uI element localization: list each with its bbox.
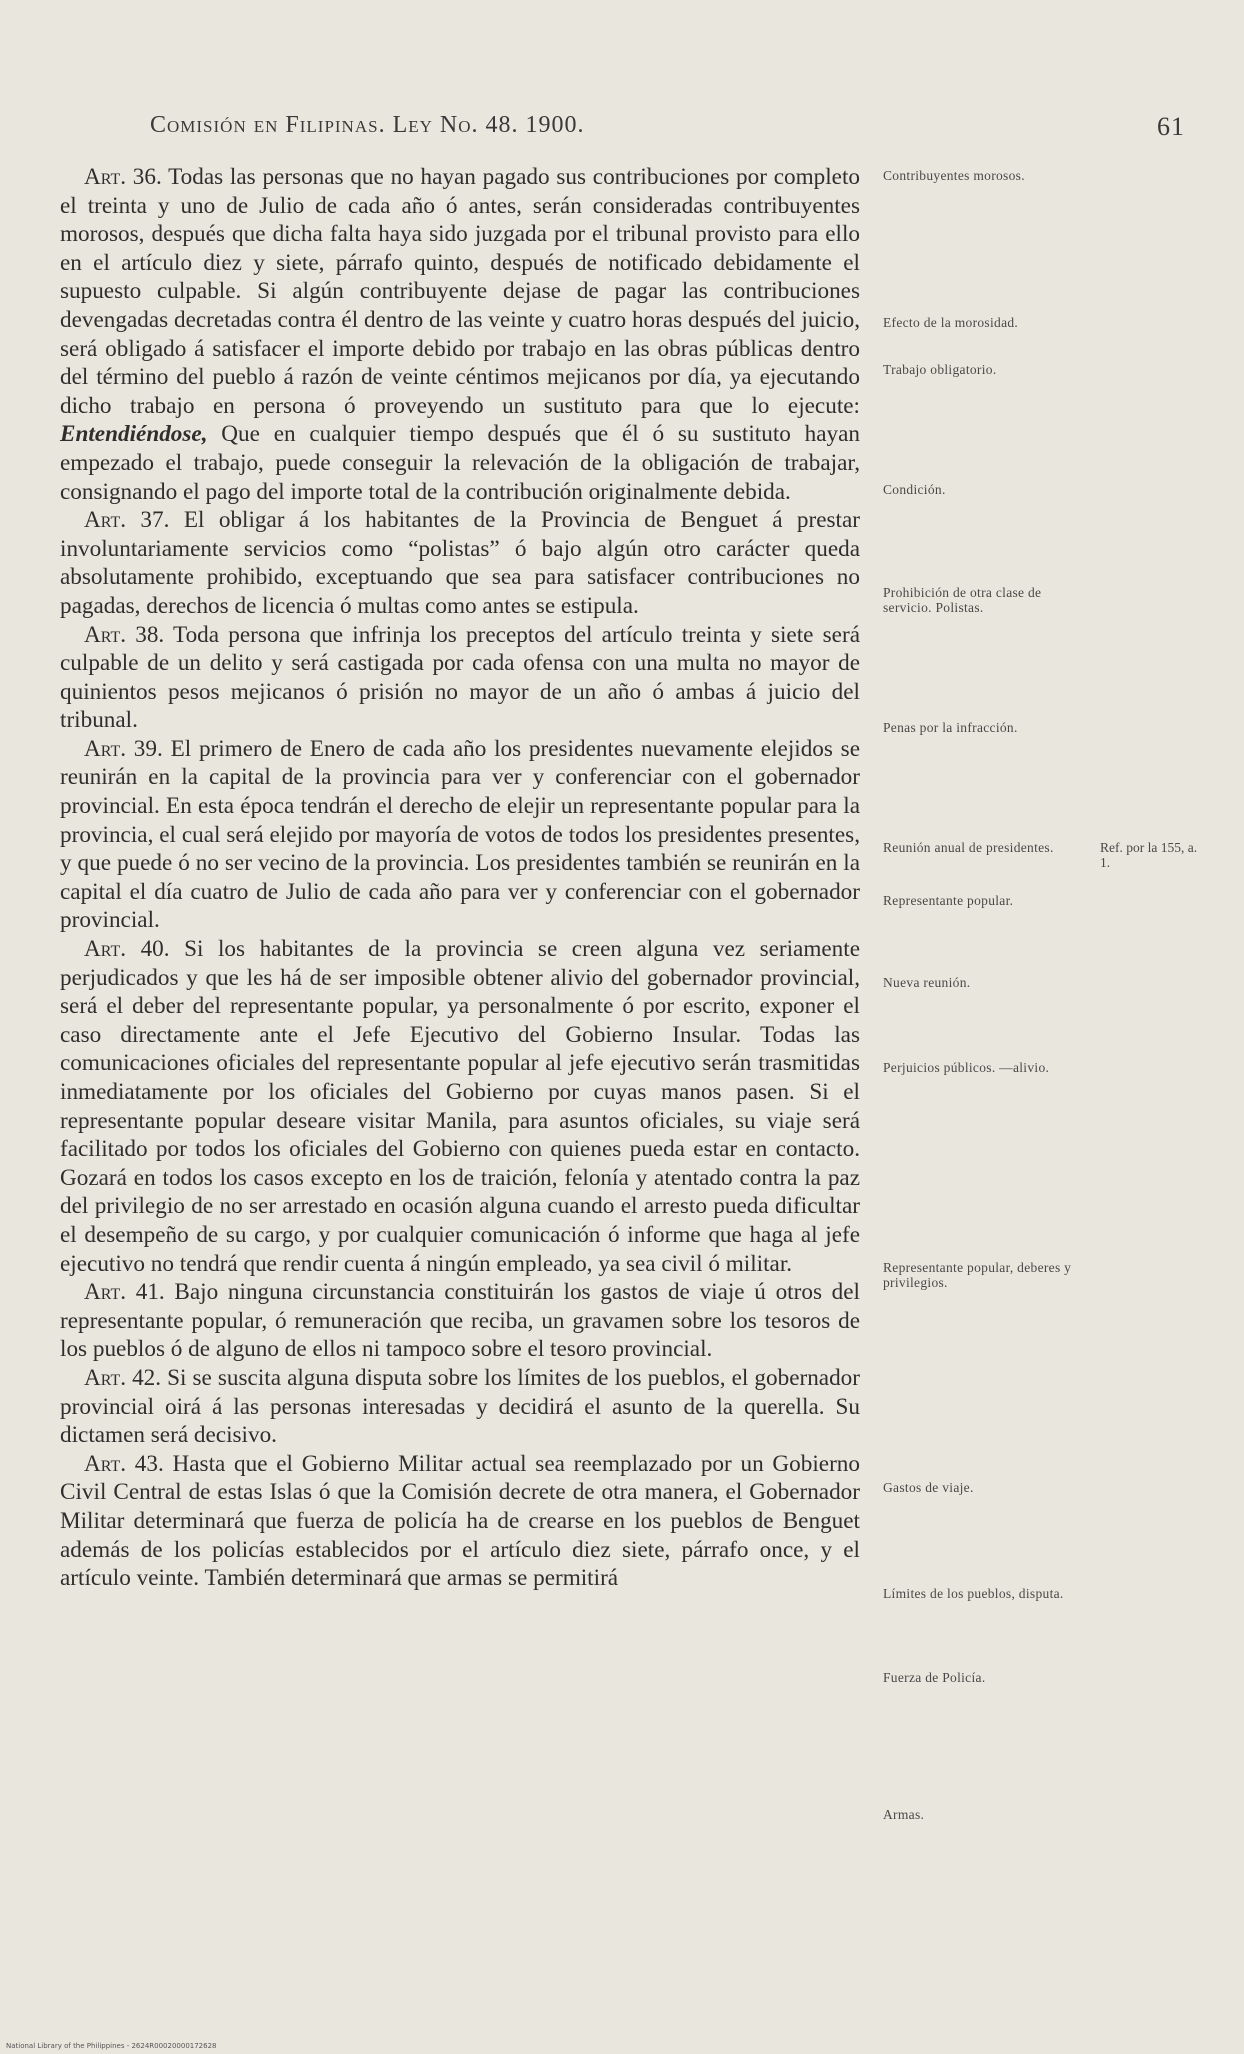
marginal-note: Penas por la infracción.: [883, 720, 1018, 735]
article-label: Art. 43.: [84, 1450, 164, 1477]
article-label: Art. 41.: [84, 1279, 165, 1306]
marginal-note: Reunión anual de presidentes.: [883, 840, 1054, 855]
marginal-note: Gastos de viaje.: [883, 1480, 974, 1495]
article-label: Art. 36.: [84, 164, 162, 190]
page-number: 61: [1157, 112, 1185, 141]
marginal-note: Representante popular, deberes y privilegios.: [883, 1260, 1072, 1290]
marginal-note: Perjuicios públicos. —alivio.: [883, 1060, 1050, 1075]
scan-footer: National Library of the Philippines - 2624R00020000172628: [6, 2042, 217, 2050]
marginal-note: Condición.: [883, 482, 946, 497]
emphasis: Entendiéndose,: [60, 421, 208, 448]
main-text: [60, 163, 860, 1593]
article-paragraph: Art. 36. Todas las personas que no hayan pagado sus contribuciones por completo el treinta y uno de Julio de cada año ó antes, serán consideradas contribuyentes morosos, después que dicha falta haya sido juzgada por el tribunal provisto para ello en el artículo diez y siete, párrafo quinto, después de notificado debidamente el supuesto culpable. Si algún contribuyente dejase de pagar las contribuciones devengadas decretadas contra él dentro de las veinte y cuatro horas después del juicio, será obligado á satisfacer el importe debido por trabajo en las obras públicas dentro del término del pueblo á razón de veinte céntimos mejicanos por día, ya ejecutando dicho trabajo en persona ó proveyendo un sustituto para que lo ejecute: Entendiéndose, Que en cualquier tiempo después que él ó su sustituto hayan empezado el trabajo, puede conseguir la relevación de la obligación de trabajar, consignando el pago del importe total de la contribución originalmente debida.: [60, 164, 860, 505]
running-title: Comisión en Filipinas. Ley No. 48. 1900.: [150, 112, 585, 138]
article-label: Art. 38.: [84, 621, 165, 648]
marginal-note: Armas.: [883, 1807, 925, 1822]
reference-note: Ref. por la 155, a. 1.: [1100, 840, 1198, 870]
marginal-note: Nueva reunión.: [883, 975, 971, 990]
article-label: Art. 39.: [84, 735, 163, 762]
article-paragraph: Art. 37. El obligar á los habitantes de la Provincia de Benguet á prestar involuntariamente servicios como “polistas” ó bajo algún otro carácter queda absolutamente prohibido, exceptuando que sea para satisfacer contribuciones no pagadas, derechos de licencia ó multas como antes se estipula.: [60, 507, 860, 619]
marginal-note: Trabajo obligatorio.: [883, 362, 997, 377]
marginal-note: Fuerza de Policía.: [883, 1670, 986, 1685]
article-paragraph: Art. 41. Bajo ninguna circunstancia constituirán los gastos de viaje ú otros del representante popular, ó remuneración que reciba, un gravamen sobre los tesoros de los pueblos ó de alguno de ellos ni tampoco sobre el tesoro provincial.: [60, 1279, 860, 1363]
marginal-note: Contribuyentes morosos.: [883, 168, 1025, 183]
marginal-note: Efecto de la morosidad.: [883, 315, 1019, 330]
article-paragraph: Art. 40. Si los habitantes de la provincia se creen alguna vez seriamente perjudicados y que les há de ser imposible obtener alivio del gobernador provincial, será el deber del representante popular, ya personalmente ó por escrito, exponer el caso directamente ante el Jefe Ejecutivo del Gobierno Insular. Todas las comunicaciones oficiales del representante popular al jefe ejecutivo serán trasmitidas inmediatamente por los oficiales del Gobierno por cuyas manos pasen. Si el representante popular deseare visitar Manila, para asuntos oficiales, su viaje será facilitado por todos los oficiales del Gobierno con quienes pueda estar en contacto. Gozará en todos los casos excepto en los de traición, felonía y atentado contra la paz del privilegio de no ser arrestado en ocasión alguna cuando el arresto pueda dificultar el desempeño de su cargo, y por cualquier comunicación ó informe que haga al jefe ejecutivo no tendrá que rendir cuenta á ningún empleado, ya sea civil ó militar.: [60, 936, 860, 1277]
article-label: Art. 37.: [84, 507, 170, 534]
marginal-note: Representante popular.: [883, 893, 1014, 908]
article-paragraph: Art. 43. Hasta que el Gobierno Militar actual sea reemplazado por un Gobierno Civil Central de estas Islas ó que la Comisión decrete de otra manera, el Gobernador Militar determinará que fuerza de policía ha de crearse en los pueblos de Benguet además de los policías establecidos por el artículo diez siete, párrafo once, y el artículo veinte. También determinará que armas se permitirá: [60, 1450, 860, 1592]
article-paragraph: Art. 38. Toda persona que infrinja los preceptos del artículo treinta y siete será culpable de un delito y será castigada por cada ofensa con una multa no mayor de quinientos pesos mejicanos ó prisión no mayor de un año ó ambas á juicio del tribunal.: [60, 621, 860, 734]
article-label: Art. 42.: [84, 1364, 162, 1391]
article-paragraph: Art. 42. Si se suscita alguna disputa sobre los límites de los pueblos, el gobernador provincial oirá á las personas interesadas y decidirá el asunto de la querella. Su dictamen será decisivo.: [60, 1364, 860, 1449]
article-paragraph: Art. 39. El primero de Enero de cada año los presidentes nuevamente elejidos se reunirán en la capital de la provincia para ver y conferenciar con el gobernador provincial. En esta época tendrán el derecho de elejir un representante popular para la provincia, el cual será elejido por mayoría de votos de todos los presidentes presentes, y que puede ó no ser vecino de la provincia. Los presidentes también se reunirán en la capital el día cuatro de Julio de cada año para ver y conferenciar con el gobernador provincial.: [60, 735, 861, 934]
running-header: [150, 112, 1185, 142]
marginal-note: Prohibición de otra clase de servicio. Polistas.: [883, 585, 1042, 615]
article-label: Art. 40.: [84, 936, 170, 963]
marginal-note: Límites de los pueblos, disputa.: [883, 1586, 1064, 1601]
